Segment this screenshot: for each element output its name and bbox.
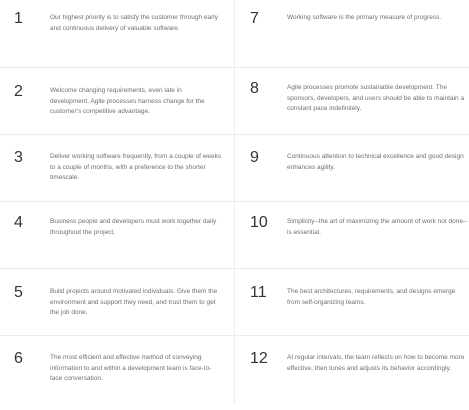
principle-number: 10 bbox=[250, 214, 268, 231]
principle-item bbox=[0, 208, 234, 274]
principle-number: 11 bbox=[250, 284, 267, 301]
principle-number: 8 bbox=[250, 80, 259, 97]
principle-number: 2 bbox=[14, 83, 23, 100]
principle-text: Agile processes promote sustainable development. The sponsors, developers, and users should be able to maintain a constant pace indefinitely. bbox=[287, 84, 465, 112]
principle-text: Deliver working software frequently, from a couple of weeks to a couple of months, with a preference to the shorter timescale. bbox=[50, 153, 222, 181]
principle-item bbox=[0, 143, 234, 209]
principle-item bbox=[235, 278, 469, 344]
principle-text: Working software is the primary measure of progress. bbox=[287, 14, 442, 21]
principle-item bbox=[235, 143, 469, 209]
principle-text: Build projects around motivated individuals. Give them the environment and support they need, and trust them to get the job done. bbox=[50, 288, 218, 316]
principle-item bbox=[0, 278, 234, 344]
principle-item bbox=[0, 4, 234, 70]
principle-text: Our highest priority is to satisfy the customer through early and continuous delivery of valuable software. bbox=[50, 14, 218, 32]
principle-number: 4 bbox=[14, 214, 23, 231]
principle-item bbox=[0, 77, 234, 143]
principle-text: Continuous attention to technical excellence and good design enhances agility. bbox=[287, 153, 464, 171]
principle-item bbox=[235, 208, 469, 274]
principle-item bbox=[235, 4, 469, 70]
principle-number: 9 bbox=[250, 149, 259, 166]
principle-item bbox=[235, 74, 469, 140]
principle-item bbox=[235, 344, 469, 410]
principle-text: Simplicity--the art of maximizing the amount of work not done--is essential. bbox=[287, 218, 468, 236]
principle-text: The best architectures, requirements, and designs emerge from self-organizing teams. bbox=[287, 288, 456, 306]
principle-text: Business people and developers must work together daily throughout the project. bbox=[50, 218, 217, 236]
principle-number: 6 bbox=[14, 350, 23, 367]
principle-number: 7 bbox=[250, 10, 259, 27]
principle-number: 3 bbox=[14, 149, 23, 166]
principle-number: 12 bbox=[250, 350, 268, 367]
principle-text: Welcome changing requirements, even late in development. Agile processes harness change for the customer's competitive advantage. bbox=[50, 87, 205, 115]
principle-text: The most efficient and effective method of conveying information to and within a development team is face-to-face conversation. bbox=[50, 354, 212, 382]
principle-number: 5 bbox=[14, 284, 23, 301]
principle-number: 1 bbox=[14, 10, 23, 27]
principle-text: At regular intervals, the team reflects on how to become more effective, then tunes and adjusts its behavior accordingly. bbox=[287, 354, 465, 372]
principle-item bbox=[0, 344, 234, 410]
